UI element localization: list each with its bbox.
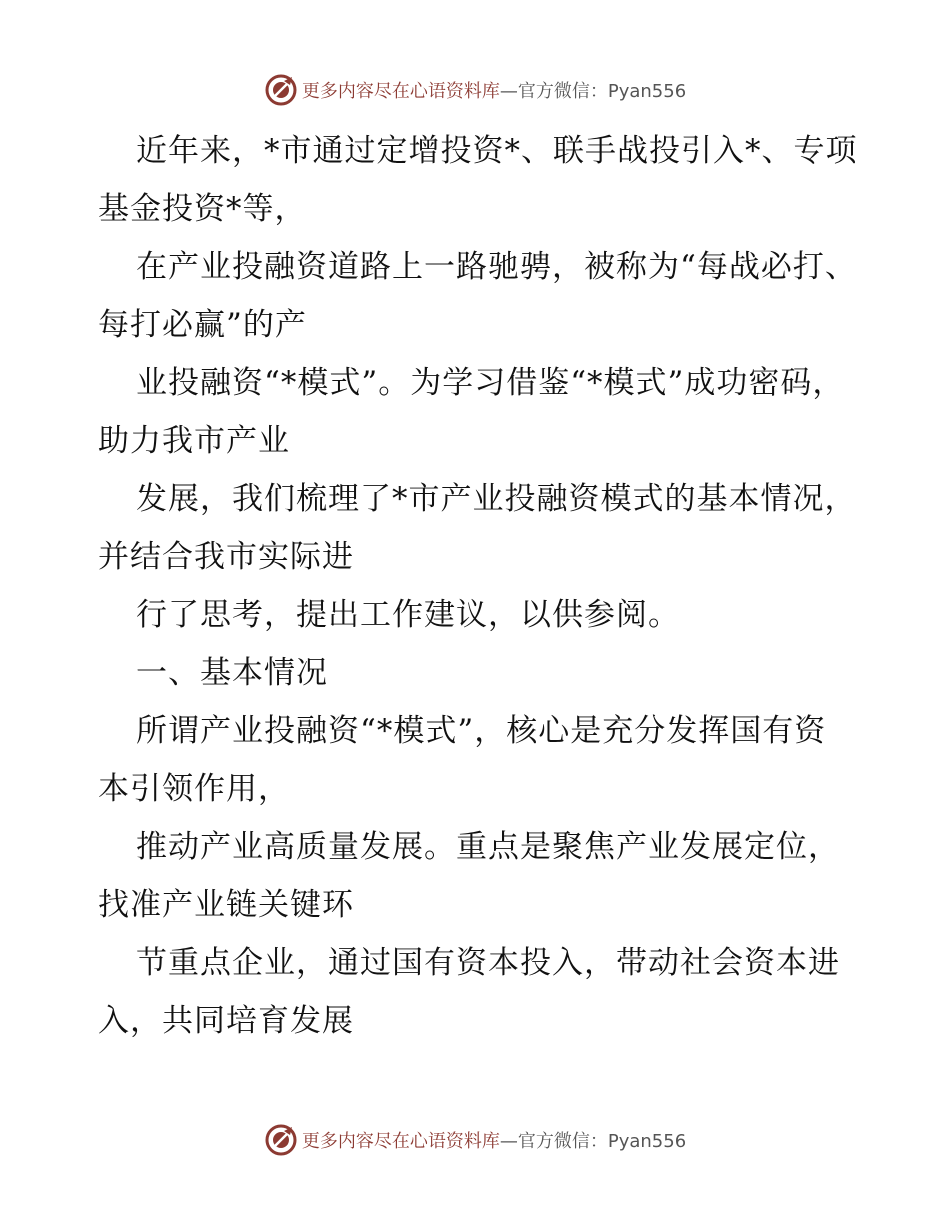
paragraph: 业投融资“*模式”。为学习借鉴“*模式”成功密码，助力我市产业 bbox=[98, 365, 845, 459]
banner-brand: 更多内容尽在心语资料库 bbox=[301, 1131, 500, 1152]
logo-seal-icon bbox=[264, 1123, 298, 1157]
paragraph: 节重点企业，通过国有资本投入，带动社会资本进入，共同培育发展 bbox=[98, 945, 840, 1039]
header-banner bbox=[0, 70, 950, 110]
banner-contact: —官方微信：Pyan556 bbox=[499, 81, 687, 102]
footer-banner bbox=[0, 1120, 950, 1160]
banner-text bbox=[302, 1127, 686, 1153]
paragraph: 发展，我们梳理了*市产业投融资模式的基本情况，并结合我市实际进 bbox=[98, 481, 857, 575]
paragraph: 近年来，*市通过定增投资*、联手战投引入*、专项基金投资*等， bbox=[98, 133, 858, 227]
logo-seal-icon bbox=[264, 73, 298, 107]
document-body bbox=[98, 122, 858, 1050]
paragraph: 推动产业高质量发展。重点是聚焦产业发展定位，找准产业链关键环 bbox=[98, 829, 840, 923]
paragraph: 在产业投融资道路上一路驰骋，被称为“每战必打、每打必赢”的产 bbox=[98, 249, 857, 343]
section-heading: 一、基本情况 bbox=[136, 655, 328, 691]
banner-text bbox=[302, 77, 686, 103]
paragraph: 行了思考，提出工作建议，以供参阅。 bbox=[136, 597, 680, 633]
paragraph: 所谓产业投融资“*模式”，核心是充分发挥国有资本引领作用， bbox=[98, 713, 827, 807]
banner-brand: 更多内容尽在心语资料库 bbox=[301, 81, 500, 102]
banner-contact: —官方微信：Pyan556 bbox=[499, 1131, 687, 1152]
